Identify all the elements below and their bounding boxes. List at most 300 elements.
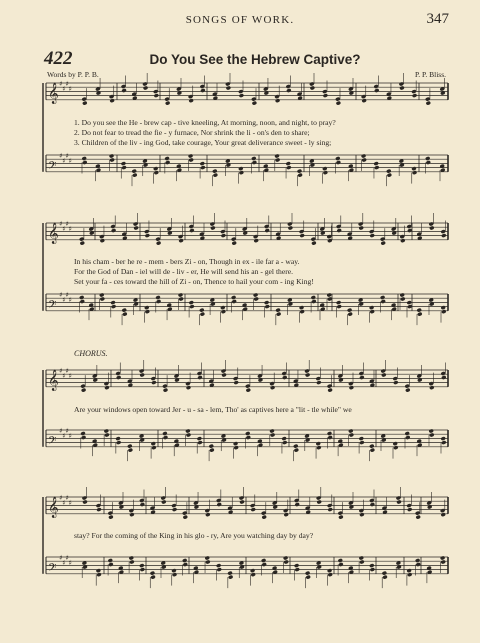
notehead: [178, 293, 183, 298]
notehead: [349, 385, 354, 390]
notehead: [336, 228, 341, 233]
notehead: [415, 558, 420, 563]
sharp-sign: ♯: [59, 367, 63, 375]
sharp-sign: ♯: [68, 85, 72, 93]
notehead: [336, 300, 341, 305]
notehead: [305, 575, 310, 580]
sharp-sign: ♯: [68, 296, 72, 304]
notehead: [172, 572, 177, 577]
lyric-line: 3. Children of the liv - ing God, take courage, Your great deliverance sweet - ly sing;: [74, 138, 332, 147]
notehead: [428, 429, 433, 434]
notehead: [231, 241, 236, 246]
notehead: [327, 388, 332, 393]
notehead: [358, 226, 363, 231]
lyric-line: Are your windows open toward Jer - u - sa - lem, Tho' as captives here a "lit - tle while" we: [74, 405, 352, 414]
notehead: [172, 507, 177, 512]
notehead: [151, 380, 156, 385]
notehead: [96, 568, 101, 573]
notehead: [197, 440, 202, 445]
notehead: [400, 297, 405, 302]
notehead: [199, 308, 204, 313]
notehead: [297, 169, 302, 174]
notehead: [425, 156, 430, 161]
notehead: [151, 441, 156, 446]
notehead: [213, 173, 218, 178]
notehead: [310, 86, 315, 91]
notehead: [96, 572, 101, 577]
notehead: [386, 169, 391, 174]
notehead: [233, 380, 238, 385]
notehead: [311, 295, 316, 300]
notehead: [274, 154, 279, 159]
notehead: [426, 101, 431, 106]
notehead: [165, 160, 170, 165]
hymn-number: 422: [44, 48, 73, 69]
notehead: [121, 88, 126, 93]
notehead: [441, 375, 446, 380]
bass-clef: 𝄢: [48, 434, 57, 450]
notehead: [82, 500, 87, 505]
sharp-sign: ♯: [68, 499, 72, 507]
notehead: [281, 436, 286, 441]
notehead: [216, 502, 221, 507]
notehead: [221, 309, 226, 314]
notehead: [370, 448, 375, 453]
notehead: [393, 445, 398, 450]
notehead: [327, 431, 332, 436]
notehead: [429, 433, 434, 438]
sharp-sign: ♯: [65, 291, 69, 299]
notehead: [116, 440, 121, 445]
notehead: [165, 101, 170, 106]
notehead: [186, 433, 191, 438]
sharp-sign: ♯: [59, 220, 63, 228]
notehead: [189, 300, 194, 305]
notehead: [323, 170, 328, 175]
notehead: [183, 515, 188, 520]
notehead: [305, 373, 310, 378]
lyric-line: Set your fa - ces toward the hill of Zi - on, Thence to hail your com - ing King!: [74, 277, 314, 286]
notehead: [200, 161, 205, 166]
lyric-line: For the God of Dan - iel will de - liv - er, He will send his an - gel there.: [74, 267, 294, 276]
notehead: [216, 567, 221, 572]
notehead: [185, 429, 190, 434]
sharp-sign: ♯: [68, 225, 72, 233]
notehead: [104, 433, 109, 438]
notehead: [264, 300, 269, 305]
notehead: [359, 556, 364, 561]
notehead: [109, 98, 114, 103]
notehead: [153, 166, 158, 171]
sharp-sign: ♯: [62, 372, 66, 380]
notehead: [245, 431, 250, 436]
notehead: [246, 388, 251, 393]
notehead: [115, 436, 120, 441]
notehead: [104, 385, 109, 390]
notehead: [316, 441, 321, 446]
notehead: [326, 293, 331, 298]
notehead: [399, 293, 404, 298]
sharp-sign: ♯: [62, 157, 66, 165]
notehead: [200, 312, 205, 317]
notehead: [122, 312, 127, 317]
notehead: [82, 160, 87, 165]
notehead: [80, 299, 85, 304]
treble-clef: 𝄞: [48, 496, 59, 518]
notehead: [316, 380, 321, 385]
sharp-sign: ♯: [68, 432, 72, 440]
notehead: [299, 309, 304, 314]
notehead: [121, 165, 126, 170]
notehead: [221, 233, 226, 238]
notehead: [178, 297, 183, 302]
notehead: [327, 568, 332, 573]
sharp-sign: ♯: [65, 152, 69, 160]
notehead: [251, 156, 256, 161]
notehead: [200, 88, 205, 93]
notehead: [270, 433, 275, 438]
composer-credit: P. P. Bliss.: [414, 70, 446, 79]
notehead: [239, 93, 244, 98]
notehead: [228, 575, 233, 580]
notehead: [369, 309, 374, 314]
treble-clef: 𝄞: [48, 369, 59, 391]
notehead: [216, 563, 221, 568]
notehead: [275, 308, 280, 313]
notehead: [283, 556, 288, 561]
notehead: [440, 305, 445, 310]
notehead: [139, 373, 144, 378]
notehead: [380, 299, 385, 304]
notehead: [186, 385, 191, 390]
sharp-sign: ♯: [59, 554, 63, 562]
notehead: [269, 429, 274, 434]
notehead: [416, 308, 421, 313]
notehead: [164, 156, 169, 161]
notehead: [111, 304, 116, 309]
notehead: [297, 173, 302, 178]
notehead: [132, 173, 137, 178]
notehead: [210, 226, 215, 231]
notehead: [227, 571, 232, 576]
notehead: [359, 560, 364, 565]
notehead: [288, 226, 293, 231]
notehead: [369, 233, 374, 238]
notehead: [156, 299, 161, 304]
sharp-sign: ♯: [65, 554, 69, 562]
notehead: [162, 431, 167, 436]
notehead: [197, 375, 202, 380]
notehead: [151, 445, 156, 450]
notehead: [349, 433, 354, 438]
notehead: [189, 228, 194, 233]
notehead: [154, 170, 159, 175]
hymn-title: Do You See the Hebrew Captive?: [149, 52, 361, 67]
notehead: [440, 560, 445, 565]
notehead: [140, 502, 145, 507]
notehead: [189, 304, 194, 309]
notehead: [282, 440, 287, 445]
notehead: [415, 515, 420, 520]
treble-clef: 𝄞: [48, 82, 59, 104]
notehead: [440, 512, 445, 517]
notehead: [145, 309, 150, 314]
notehead: [139, 563, 144, 568]
sharp-sign: ♯: [62, 225, 66, 233]
notehead: [336, 160, 341, 165]
notehead: [99, 293, 104, 298]
notehead: [178, 238, 183, 243]
sharp-sign: ♯: [65, 367, 69, 375]
notehead: [122, 308, 127, 313]
notehead: [108, 562, 113, 567]
notehead: [411, 166, 416, 171]
notehead: [161, 500, 166, 505]
notehead: [440, 556, 445, 561]
notehead: [154, 93, 159, 98]
notehead: [261, 515, 266, 520]
notehead: [253, 238, 258, 243]
notehead: [150, 571, 155, 576]
notehead: [380, 241, 385, 246]
notehead: [155, 295, 160, 300]
bass-clef: 𝄢: [48, 298, 57, 314]
notehead: [188, 98, 193, 103]
notehead: [129, 560, 134, 565]
notehead: [381, 373, 386, 378]
sharp-sign: ♯: [59, 152, 63, 160]
notehead: [359, 512, 364, 517]
notehead: [264, 304, 269, 309]
notehead: [348, 429, 353, 434]
notehead: [264, 228, 269, 233]
notehead: [171, 568, 176, 573]
notehead: [250, 507, 255, 512]
notehead: [233, 445, 238, 450]
notehead: [311, 299, 316, 304]
notehead: [359, 436, 364, 441]
notehead: [221, 373, 226, 378]
notehead: [327, 507, 332, 512]
notehead: [253, 293, 258, 298]
notehead: [212, 169, 217, 174]
notehead: [140, 567, 145, 572]
notehead: [405, 435, 410, 440]
notehead: [412, 170, 417, 175]
notehead: [387, 173, 392, 178]
notehead: [359, 440, 364, 445]
notehead: [373, 161, 378, 166]
notehead: [293, 444, 298, 449]
notehead: [283, 560, 288, 565]
notehead: [261, 558, 266, 563]
notehead: [370, 502, 375, 507]
notehead: [81, 388, 86, 393]
notehead: [405, 388, 410, 393]
notehead: [144, 305, 149, 310]
bass-clef: 𝄢: [48, 159, 57, 175]
lyric-line: In his cham - ber he re - mem - bers Zi - on, Though in ex - ile far a - way.: [74, 257, 300, 266]
notehead: [380, 295, 385, 300]
notehead: [327, 435, 332, 440]
sharp-sign: ♯: [62, 559, 66, 567]
notehead: [359, 375, 364, 380]
notehead: [209, 444, 214, 449]
notehead: [299, 233, 304, 238]
sharp-sign: ♯: [65, 427, 69, 435]
notehead: [109, 154, 114, 159]
notehead: [412, 93, 417, 98]
lyric-line: 1. Do you see the He - brew cap - tive kneeling, At morning, noon, and night, to pray?: [74, 118, 336, 127]
notehead: [96, 507, 101, 512]
notehead: [183, 562, 188, 567]
notehead: [382, 575, 387, 580]
notehead: [370, 567, 375, 572]
sharp-sign: ♯: [62, 432, 66, 440]
notehead: [253, 297, 258, 302]
sharp-sign: ♯: [62, 499, 66, 507]
running-header: SONGS OF WORK.: [185, 14, 295, 26]
notehead: [361, 98, 366, 103]
notehead: [163, 388, 168, 393]
notehead: [163, 435, 168, 440]
notehead: [426, 160, 431, 165]
notehead: [336, 304, 341, 309]
notehead: [335, 156, 340, 161]
sharp-sign: ♯: [62, 85, 66, 93]
notehead: [133, 226, 138, 231]
notehead: [100, 238, 105, 243]
notehead: [80, 241, 85, 246]
notehead: [294, 502, 299, 507]
notehead: [369, 444, 374, 449]
notehead: [404, 431, 409, 436]
notehead: [336, 101, 341, 106]
notehead: [129, 556, 134, 561]
notehead: [286, 161, 291, 166]
lyric-line: stay? For the coming of the King in his glo - ry, Are you watching day by day?: [74, 531, 314, 540]
notehead: [347, 312, 352, 317]
notehead: [286, 88, 291, 93]
notehead: [156, 241, 161, 246]
notehead: [104, 429, 109, 434]
notehead: [128, 448, 133, 453]
notehead: [275, 158, 280, 163]
notehead: [275, 98, 280, 103]
notehead: [111, 228, 116, 233]
notehead: [338, 562, 343, 567]
notehead: [429, 385, 434, 390]
notehead: [270, 385, 275, 390]
notehead: [233, 441, 238, 446]
notehead: [399, 86, 404, 91]
sharp-sign: ♯: [65, 80, 69, 88]
sharp-sign: ♯: [65, 220, 69, 228]
chorus-label: CHORUS.: [74, 349, 108, 358]
notehead: [407, 572, 412, 577]
notehead: [204, 556, 209, 561]
notehead: [239, 500, 244, 505]
notehead: [282, 375, 287, 380]
notehead: [129, 512, 134, 517]
notehead: [252, 101, 257, 106]
notehead: [338, 558, 343, 563]
words-credit: Words by P. P. B.: [47, 70, 99, 79]
notehead: [441, 309, 446, 314]
notehead: [150, 575, 155, 580]
notehead: [305, 571, 310, 576]
lyric-line: 2. Do not fear to tread the fie - y furnace, Nor shrink the li - on's den to share;: [74, 128, 310, 137]
bass-clef: 𝄢: [48, 561, 57, 577]
notehead: [382, 571, 387, 576]
treble-clef: 𝄞: [48, 222, 59, 244]
notehead: [188, 158, 193, 163]
notehead: [286, 165, 291, 170]
notehead: [369, 305, 374, 310]
page-number: 347: [426, 11, 449, 27]
sharp-sign: ♯: [62, 296, 66, 304]
notehead: [396, 500, 401, 505]
notehead: [109, 158, 114, 163]
sharp-sign: ♯: [68, 559, 72, 567]
notehead: [239, 170, 244, 175]
notehead: [361, 154, 366, 159]
notehead: [110, 300, 115, 305]
notehead: [108, 558, 113, 563]
notehead: [231, 299, 236, 304]
notehead: [392, 441, 397, 446]
notehead: [108, 515, 113, 520]
notehead: [261, 562, 266, 567]
notehead: [374, 165, 379, 170]
notehead: [327, 572, 332, 577]
notehead: [209, 448, 214, 453]
notehead: [205, 512, 210, 517]
notehead: [182, 558, 187, 563]
notehead: [82, 101, 87, 106]
notehead: [441, 233, 446, 238]
notehead: [220, 305, 225, 310]
notehead: [294, 448, 299, 453]
notehead: [231, 295, 236, 300]
notehead: [100, 297, 105, 302]
notehead: [417, 312, 422, 317]
notehead: [250, 568, 255, 573]
notehead: [131, 169, 136, 174]
sharp-sign: ♯: [59, 427, 63, 435]
sharp-sign: ♯: [68, 157, 72, 165]
notehead: [406, 300, 411, 305]
notehead: [81, 156, 86, 161]
notehead: [250, 572, 255, 577]
notehead: [374, 88, 379, 93]
notehead: [226, 86, 231, 91]
notehead: [323, 93, 328, 98]
notehead: [347, 308, 352, 313]
notehead: [316, 445, 321, 450]
notehead: [429, 226, 434, 231]
notehead: [415, 562, 420, 567]
notehead: [294, 563, 299, 568]
notehead: [283, 512, 288, 517]
notehead: [116, 375, 121, 380]
notehead: [188, 154, 193, 159]
sharp-sign: ♯: [59, 80, 63, 88]
notehead: [145, 233, 150, 238]
sharp-sign: ♯: [59, 291, 63, 299]
notehead: [121, 161, 126, 166]
notehead: [299, 305, 304, 310]
